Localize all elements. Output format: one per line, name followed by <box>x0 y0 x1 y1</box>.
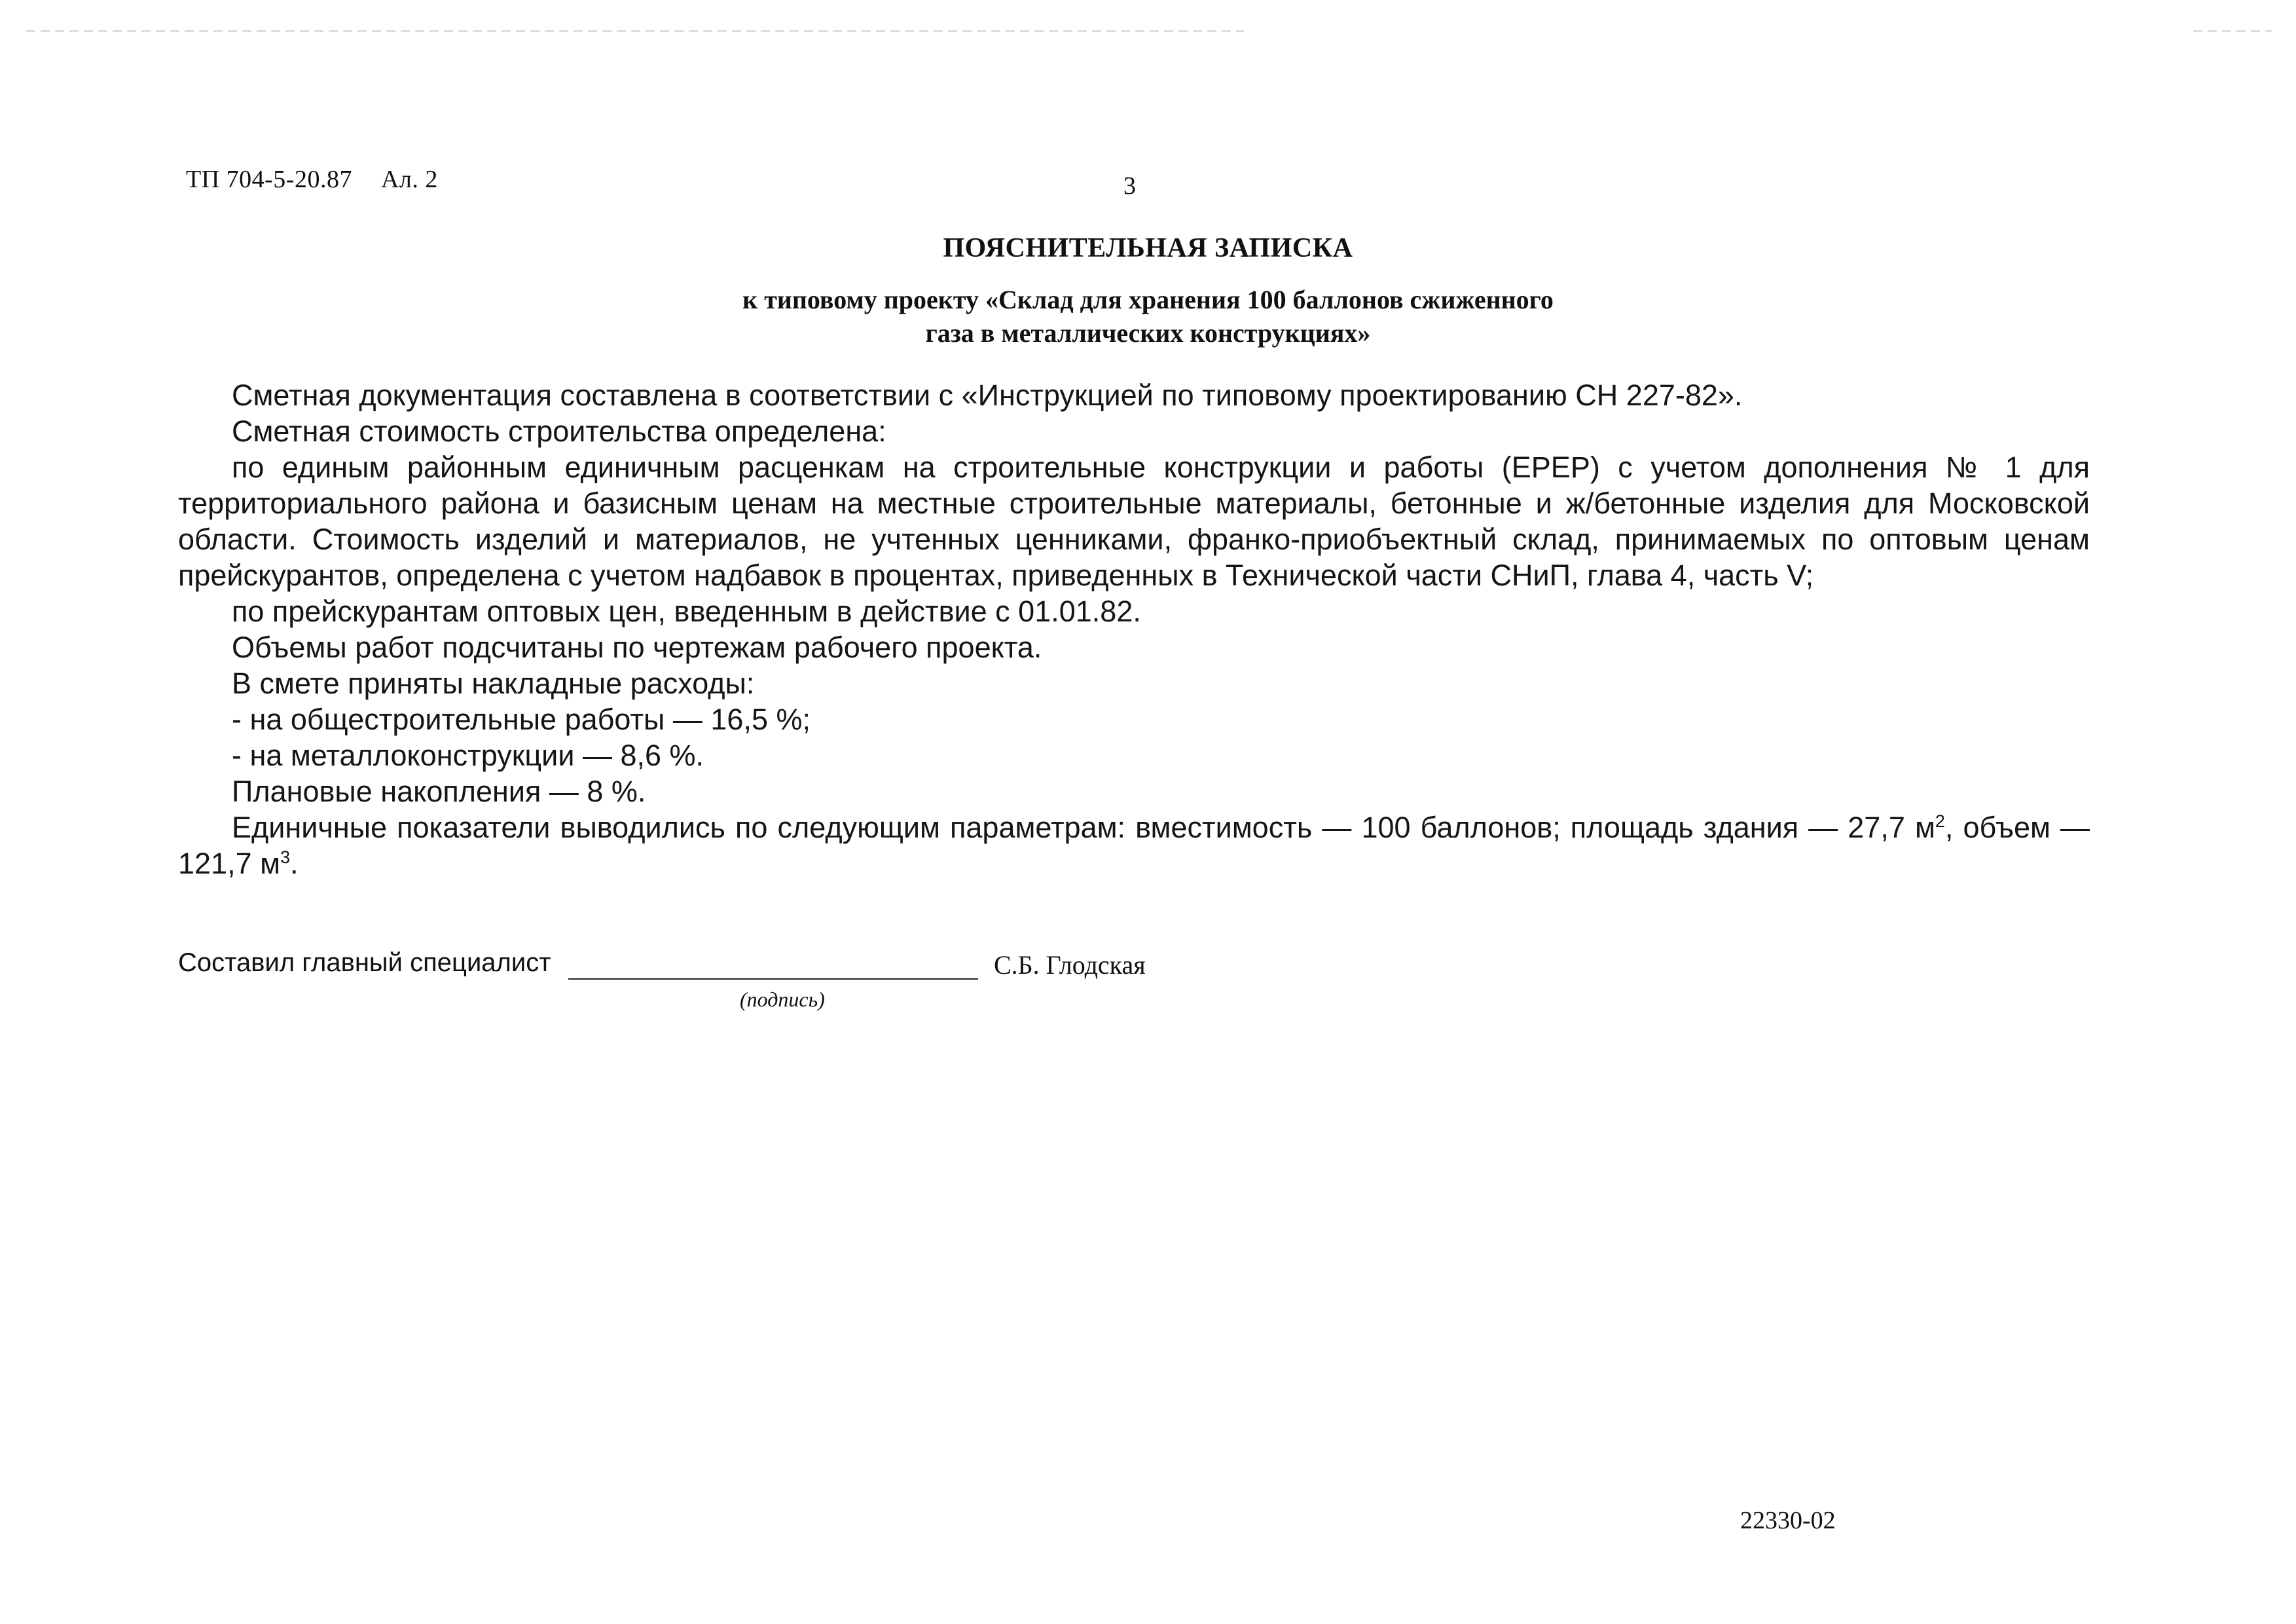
paragraph-1: Сметная документация составлена в соответствии с «Инструкцией по типовому проектированию СН 227-82». <box>232 378 1743 412</box>
paragraph-10-mid: , объем — 121,7 м <box>178 811 2090 880</box>
scan-edge-top <box>26 30 1244 32</box>
paragraph-7: - на общестроительные работы — 16,5 %; <box>232 703 811 736</box>
paragraph-10-main: Единичные показатели выводились по следующим параметрам: вместимость — 100 баллонов; площадь здания — 27,7 м <box>232 811 1935 844</box>
subtitle-line-2: газа в металлических конструкциях» <box>925 318 1371 348</box>
document-header <box>186 165 438 194</box>
signature-line <box>568 978 978 980</box>
page-title: ПОЯСНИТЕЛЬНАЯ ЗАПИСКА <box>943 233 1353 263</box>
paragraph-2: Сметная стоимость строительства определена: <box>232 415 886 448</box>
paragraph-5: Объемы работ подсчитаны по чертежам рабочего проекта. <box>232 631 1042 664</box>
paragraph-10-end: . <box>290 847 299 880</box>
signature-label: Составил главный специалист <box>178 948 551 977</box>
note-body <box>178 377 2090 881</box>
paragraph-4: по прейскурантам оптовых цен, введенным в действие с 01.01.82. <box>232 595 1141 628</box>
paragraph-9: Плановые накопления — 8 %. <box>232 775 646 808</box>
page-number: 3 <box>1123 172 1136 200</box>
signature-caption: (подпись) <box>740 987 825 1011</box>
volume-unit-superscript: 3 <box>280 847 291 867</box>
paragraph-10 <box>178 809 2090 881</box>
document-number: 22330-02 <box>1740 1507 1836 1534</box>
album-number: Ал. 2 <box>380 166 438 193</box>
scan-edge-top-right <box>2193 30 2272 32</box>
paragraph-8: - на металлоконструкции — 8,6 %. <box>232 739 704 772</box>
area-unit-superscript: 2 <box>1935 811 1945 831</box>
paragraph-6: В смете приняты накладные расходы: <box>232 667 755 700</box>
page-subtitle <box>0 283 2296 350</box>
paragraph-3: по единым районным единичным расценкам на строительные конструкции и работы (ЕРЕР) с учетом дополнения № 1 для территориального района и базисным ценам на местные строительные материалы, бетонные и ж/бетонные изделия для Московской области. Стоимость изделий и материалов, не учтенных ценниками, франко-приобъектный склад, принимаемых по оптовым ценам прейскурантов, определена с учетом надбавок в процентах, приведенных в Технической части СНиП, глава 4, часть V; <box>178 451 2090 592</box>
signer-name: С.Б. Глодская <box>994 950 1146 980</box>
subtitle-line-1: к типовому проекту «Склад для хранения 100 баллонов сжиженного <box>742 285 1554 314</box>
project-code: ТП 704-5-20.87 <box>186 166 352 193</box>
